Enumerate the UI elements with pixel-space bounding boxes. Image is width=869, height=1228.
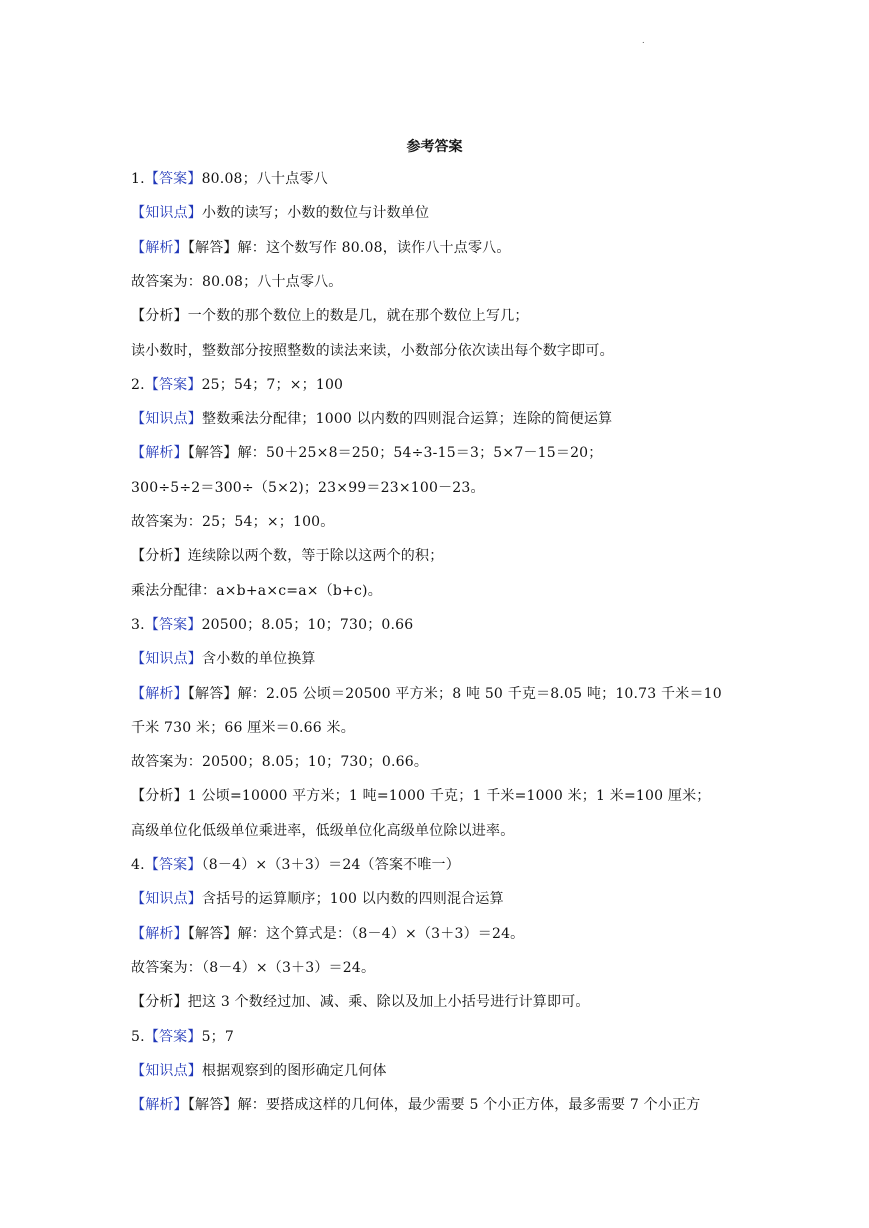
line-text: 故答案为：80.08；八十点零八。 xyxy=(131,274,343,290)
answer-line xyxy=(131,685,722,703)
label-tag: 【解析】 xyxy=(131,445,188,461)
line-text: 高级单位化低级单位乘进率，低级单位化高级单位除以进率。 xyxy=(131,823,515,839)
answer-line xyxy=(131,1028,234,1046)
line-text: 故答案为：（8－4）×（3＋3）＝24。 xyxy=(131,960,376,976)
answer-line xyxy=(131,444,602,462)
answer-line xyxy=(131,170,328,188)
answer-line xyxy=(131,822,514,840)
label-tag: 【知识点】 xyxy=(131,411,202,427)
question-number: 5. xyxy=(131,1029,145,1045)
answer-line xyxy=(131,856,460,874)
line-text: 根据观察到的图形确定几何体 xyxy=(202,1063,387,1079)
question-number: 3. xyxy=(131,617,145,633)
answer-line xyxy=(131,376,343,394)
label-tag: 【知识点】 xyxy=(131,205,202,221)
question-number: 1. xyxy=(131,171,145,187)
answer-line xyxy=(131,753,428,771)
label-tag: 【答案】 xyxy=(144,1029,202,1045)
line-text: 【解答】解：要搭成这样的几何体，最少需要 5 个小正方体，最多需要 7 个小正方 xyxy=(187,1097,701,1113)
line-text: 【解答】解：这个算式是：（8－4）×（3＋3）＝24。 xyxy=(187,926,525,942)
label-tag: 【答案】 xyxy=(144,617,202,633)
answer-line xyxy=(131,582,382,600)
label-tag: 【知识点】 xyxy=(131,1063,202,1079)
label-tag: 【知识点】 xyxy=(131,651,202,667)
answer-line xyxy=(131,479,485,497)
header-dot: . xyxy=(642,36,645,45)
line-text: 故答案为：25；54；×；100。 xyxy=(131,514,335,530)
line-text: 故答案为：20500；8.05；10；730；0.66。 xyxy=(131,754,429,770)
answer-line xyxy=(131,273,342,291)
answer-line xyxy=(131,239,511,257)
line-text: 【解答】解：50＋25×8＝250；54÷3-15＝3；5×7－15＝20； xyxy=(187,445,603,461)
answer-line xyxy=(131,616,413,634)
question-number: 2. xyxy=(131,377,145,393)
label-tag: 【解析】 xyxy=(131,926,188,942)
label-tag: 【答案】 xyxy=(144,857,202,873)
answer-line xyxy=(131,719,355,737)
label-tag: 【解析】 xyxy=(131,240,188,256)
answer-line xyxy=(131,204,429,222)
answer-line xyxy=(131,342,614,360)
line-text: 20500；8.05；10；730；0.66 xyxy=(201,617,414,633)
answer-line xyxy=(131,993,590,1011)
line-text: 小数的读写；小数的数位与计数单位 xyxy=(202,205,430,221)
label-tag: 【知识点】 xyxy=(131,891,202,907)
line-text: 300÷5÷2＝300÷（5×2)；23×99＝23×100－23。 xyxy=(131,480,485,496)
label-tag: 【解析】 xyxy=(131,686,188,702)
line-text: 80.08；八十点零八 xyxy=(201,171,328,187)
line-text: 【分析】连续除以两个数，等于除以这两个的积； xyxy=(131,548,444,564)
line-text: 【解答】解：这个数写作 80.08，读作八十点零八。 xyxy=(187,240,511,256)
line-text: 含小数的单位换算 xyxy=(202,651,316,667)
line-text: 【分析】1 公顷=10000 平方米；1 吨=1000 千克；1 千米=1000 米；1 米=100 厘米； xyxy=(131,788,711,804)
line-text: 【解答】解：2.05 公顷＝20500 平方米；8 吨 50 千克＝8.05 吨；10.73 千米＝10 xyxy=(187,686,722,702)
answer-line xyxy=(131,307,529,325)
label-tag: 【答案】 xyxy=(144,377,202,393)
line-text: 千米 730 米；66 厘米＝0.66 米。 xyxy=(131,720,355,736)
answer-line xyxy=(131,410,612,428)
line-text: 整数乘法分配律；1000 以内数的四则混合运算；连除的简便运算 xyxy=(202,411,613,427)
answer-line xyxy=(131,547,443,565)
answer-line xyxy=(131,890,504,908)
answer-line xyxy=(131,513,334,531)
label-tag: 【解析】 xyxy=(131,1097,188,1113)
line-text: 【分析】一个数的那个数位上的数是几，就在那个数位上写几； xyxy=(131,308,529,324)
line-text: 含括号的运算顺序；100 以内数的四则混合运算 xyxy=(202,891,504,907)
line-text: 乘法分配律：a×b+a×c=a×（b+c)。 xyxy=(131,583,382,599)
line-text: 读小数时，整数部分按照整数的读法来读，小数部分依次读出每个数字即可。 xyxy=(131,343,614,359)
page-title: 参考答案 xyxy=(406,139,463,155)
answer-line xyxy=(131,959,375,977)
line-text: 5；7 xyxy=(201,1029,234,1045)
label-tag: 【答案】 xyxy=(144,171,202,187)
answer-line xyxy=(131,1096,700,1114)
question-number: 4. xyxy=(131,857,145,873)
line-text: （8－4）×（3＋3）＝24（答案不唯一） xyxy=(201,857,460,873)
answer-line xyxy=(131,925,524,943)
answer-line xyxy=(131,787,710,805)
line-text: 25；54；7；×；100 xyxy=(201,377,344,393)
answer-line xyxy=(131,1062,387,1080)
answer-line xyxy=(131,650,316,668)
line-text: 【分析】把这 3 个数经过加、减、乘、除以及加上小括号进行计算即可。 xyxy=(131,994,590,1010)
